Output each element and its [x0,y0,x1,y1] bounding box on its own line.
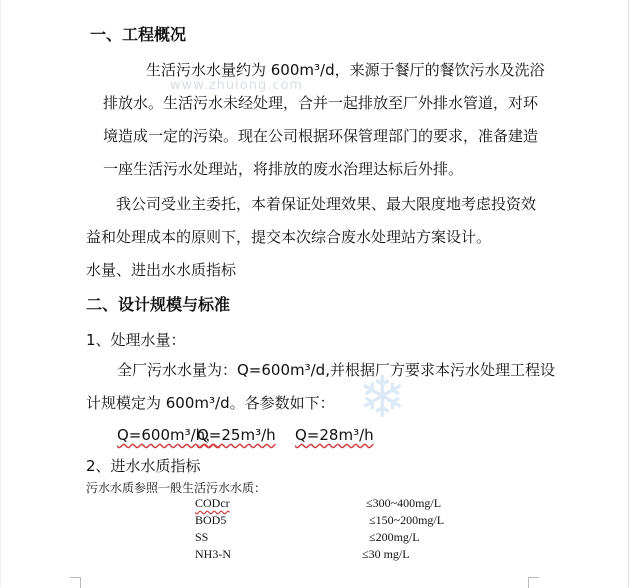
item2-title: 2、进水水质指标 [86,457,201,475]
section1-para1-line2: 排放水。生活污水未经处理，合并一起排放至厂外排水管道，对环 [103,94,539,112]
flow-q-max: Q=28m³/h [295,426,374,444]
section1-para2-line2: 益和处理成本的原则下，提交本次综合废水处理站方案设计。 [86,228,492,246]
flow-q-hour: Q=25m³/h [197,426,276,444]
section1-para3: 水量、进出水水质指标 [86,261,237,279]
section1-para1-line1: 生活污水水量约为 600m³/d，来源于餐厅的餐饮污水及洗浴 [146,61,545,79]
section1-heading: 一、工程概况 [90,25,187,44]
quality-param-bod: BOD5 [195,513,227,527]
item1-title: 1、处理水量： [86,331,186,349]
page-left-edge [0,0,1,587]
section1-para1-line4: 一座生活污水处理站，将排放的废水治理达标后外排。 [103,160,464,178]
item1-para-line1: 全厂污水水量为：Q=600m³/d,并根据厂方要求本污水处理工程设 [117,361,555,379]
quality-value-cod: ≤300~400mg/L [366,496,442,510]
item1-para-line2: 计规模定为 600m³/d。各参数如下： [86,394,335,412]
section1-para2-line1: 我公司受业主委托，本着保证处理效果、最大限度地考虑投资效 [116,195,537,213]
quality-value-bod: ≤150~200mg/L [369,513,445,527]
quality-param-cod: CODcr [195,496,230,510]
snowflake-watermark-icon: ❄ [358,363,407,431]
quality-value-ss: ≤200mg/L [369,530,420,544]
page-right-edge [628,0,629,587]
page-corner-mark-left [70,577,81,588]
flow-q-day: Q=600m³/h， [117,426,221,444]
watermark-text: www.zhulong.com [170,78,304,93]
section2-heading: 二、设计规模与标准 [86,295,231,314]
quality-param-ss: SS [195,530,209,544]
section1-para1-line3: 境造成一定的污染。现在公司根据环保管理部门的要求，准备建造 [103,127,539,145]
page-corner-mark-right [528,577,539,588]
quality-param-nh3n: NH3-N [195,547,231,561]
quality-value-nh3n: ≤30 mg/L [362,547,410,561]
quality-intro: 污水水质参照一般生活污水水质： [86,481,267,495]
